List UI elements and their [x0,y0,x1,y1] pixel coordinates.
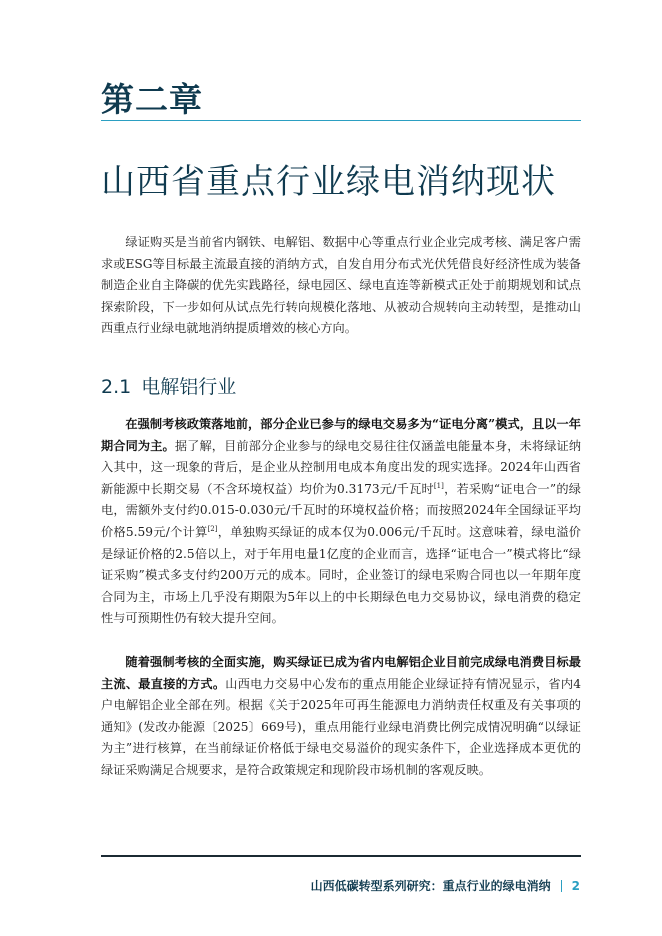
section-title: 电解铝行业 [141,376,237,398]
page-number: 2 [571,878,580,893]
footer-divider [101,855,581,857]
paragraph-2 [101,652,581,782]
footnote-ref-1[interactable]: [1] [433,481,444,490]
chapter-title: 山西省重点行业绿电消纳现状 [101,162,556,202]
intro-paragraph: 绿证购买是当前省内钢铁、电解铝、数据中心等重点行业企业完成考核、满足客户需求或ESG等目标最主流最直接的消纳方式，自发自用分布式光伏凭借良好经济性成为装备制造企业自主降碳的优先实践路径，绿电园区、绿电直连等新模式正处于前期规划和试点探索阶段，下一步如何从试点先行转向规模化落地、从被动合规转向主动转型，是推动山西重点行业绿电就地消纳提质增效的核心方向。 [101,235,581,336]
paragraph-1-text-a: 据了解，目前部分企业参与的绿电交易往往仅涵盖电能量本身，未将绿证纳入其中，这一现象的背后，是企业从控制用电成本角度出发的现实选择。2024年山西省新能源中长期交易（不含环境权益）均价为0.3173元/千瓦时 [101,438,582,496]
section-paragraph-2 [101,652,581,782]
paragraph-1 [101,414,581,630]
paragraph-2-text: 山西电力交易中心发布的重点用能企业绿证持有情况显示，省内4户电解铝企业全部在列。根据《关于2025年可再生能源电力消纳责任权重及有关事项的通知》(发改办能源〔2025〕669号)，重点用能行业绿电消费比例完成情况明确“以绿证为主”进行核算，在当前绿证价格低于绿电交易溢价的现实条件下，企业选择成本更优的绿证采购满足合规要求，是符合政策规定和现阶段市场机制的客观反映。 [101,676,581,777]
paragraph-1-lead: 在强制考核政策落地前，部分企业已参与的绿电交易多为“证电分离”模式，且以一年期合同为主。 [101,417,581,453]
section-heading [101,372,236,399]
chapter-divider [101,120,581,121]
footer-title: 山西低碳转型系列研究：重点行业的绿电消纳 [310,879,551,893]
footnote-ref-2[interactable]: [2] [207,524,218,533]
chapter-label: 第二章 [101,80,203,119]
section-number: 2.1 [101,376,132,398]
footer-separator [561,880,562,892]
paragraph-1-text-c: ，单独购买绿证的成本仅为0.006元/千瓦时。这意味着，绿电溢价是绿证价格的2.5倍以上，对于年用电量1亿度的企业而言，选择“证电合一”模式将比“绿证采购”模式多支付约200万元的成本。同时，企业签订的绿电采购合同也以一年期年度合同为主，市场上几乎没有期限为5年以上的中长期绿色电力交易协议，绿电消费的稳定性与可预期性仍有较大提升空间。 [101,524,581,626]
section-paragraph-1 [101,414,581,630]
paragraph-1-text-b: ，若采购“证电合一”的绿电，需额外支付约0.015-0.030元/千瓦时的环境权益价格；而按照2024年全国绿证平均价格5.59元/个计算 [101,481,581,539]
intro-section [101,232,581,340]
paragraph-2-lead: 随着强制考核的全面实施，购买绿证已成为省内电解铝企业目前完成绿电消费目标最主流、最直接的方式。 [101,655,581,691]
page-footer [311,877,580,894]
